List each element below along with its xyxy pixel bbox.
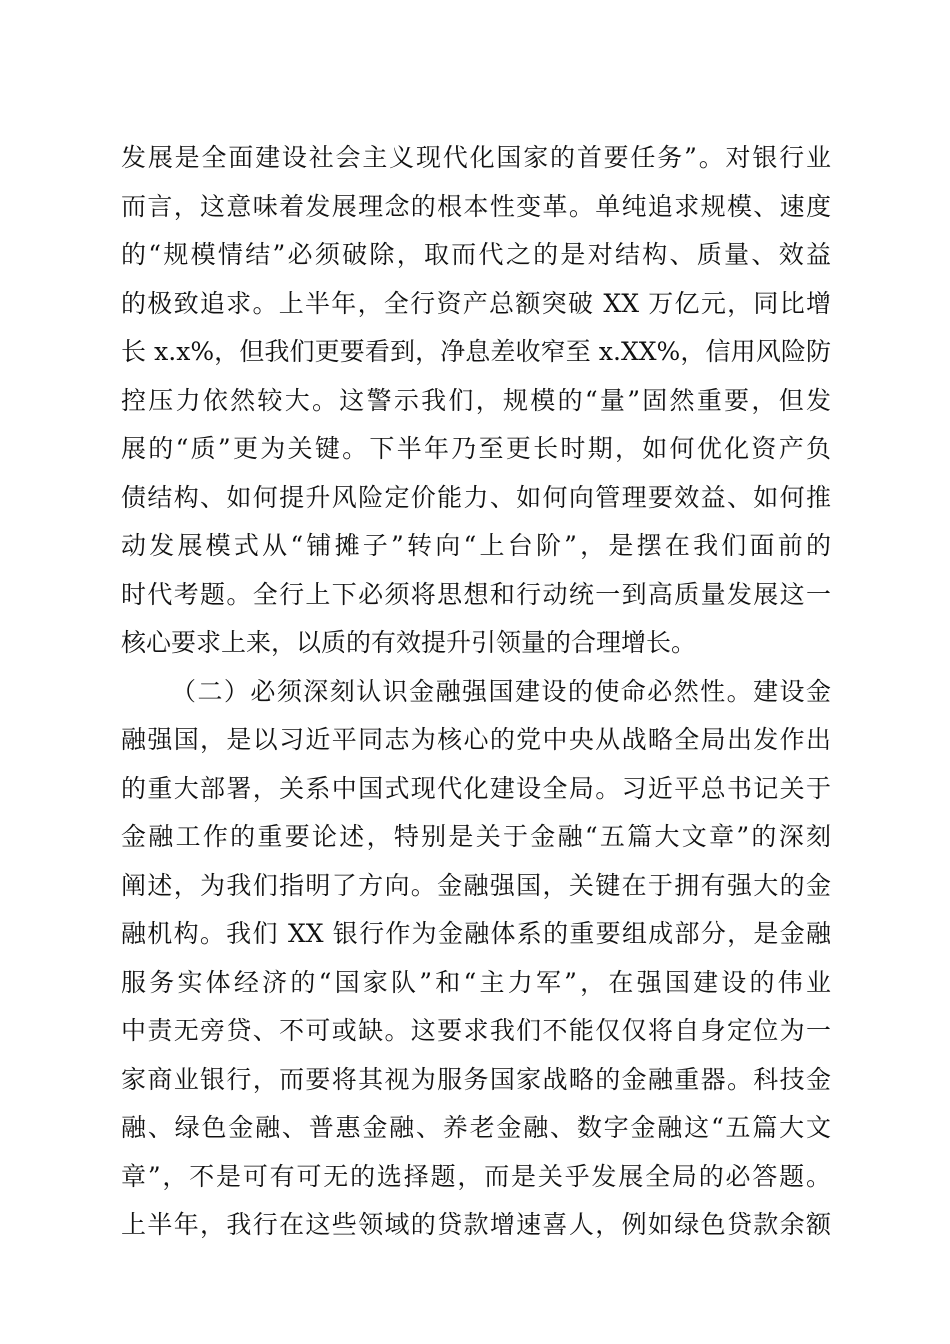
text-line: 融、绿色金融、普惠金融、养老金融、数字金融这“五篇大文 [121,1113,831,1142]
text-line: 家商业银行，而要将其视为服务国家战略的金融重器。科技金 [121,1064,831,1094]
text-line: 动发展模式从“铺摊子”转向“上台阶”，是摆在我们面前的 [121,531,831,560]
text-line: 章”，不是可有可无的选择题，而是关乎发展全局的必答题。 [121,1161,831,1191]
text-line: 融机构。我们 XX 银行作为金融体系的重要组成部分，是金融 [121,919,831,948]
text-line: 的“规模情结”必须破除，取而代之的是对结构、质量、效益 [121,240,831,269]
body-text [121,134,831,1250]
text-line: 阐述，为我们指明了方向。金融强国，关键在于拥有强大的金 [121,870,831,900]
text-line: 长 x.x%，但我们更要看到，净息差收窄至 x.XX%，信用风险防 [121,337,831,366]
text-line: 的极致追求。上半年，全行资产总额突破 XX 万亿元，同比增 [121,288,831,318]
text-line: 核心要求上来，以质的有效提升引领量的合理增长。 [121,628,697,657]
text-line: 服务实体经济的“国家队”和“主力军”，在强国建设的伟业 [121,967,831,997]
text-line: 的重大部署，关系中国式现代化建设全局。习近平总书记关于 [121,773,831,803]
text-line: 融强国，是以习近平同志为核心的党中央从战略全局出发作出 [121,725,831,754]
text-line: 时代考题。全行上下必须将思想和行动统一到高质量发展这一 [121,579,831,609]
text-line: 上半年，我行在这些领域的贷款增速喜人，例如绿色贷款余额 [121,1210,831,1239]
text-line: 控压力依然较大。这警示我们，规模的“量”固然重要，但发 [121,385,831,415]
text-line: 债结构、如何提升风险定价能力、如何向管理要效益、如何推 [121,482,831,512]
text-line: 展的“质”更为关键。下半年乃至更长时期，如何优化资产负 [121,434,831,463]
section-heading-line: （二）必须深刻认识金融强国建设的使命必然性。建设金 [171,676,831,706]
text-line: 中责无旁贷、不可或缺。这要求我们不能仅仅将自身定位为一 [121,1016,831,1045]
text-line: 金融工作的重要论述，特别是关于金融“五篇大文章”的深刻 [121,822,831,851]
text-line: 而言，这意味着发展理念的根本性变革。单纯追求规模、速度 [121,191,831,221]
text-line: 发展是全面建设社会主义现代化国家的首要任务”。对银行业 [121,143,831,172]
